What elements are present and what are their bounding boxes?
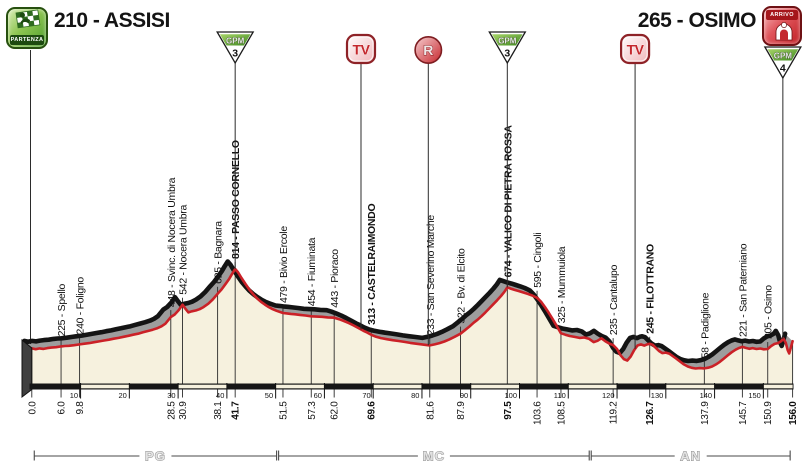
- gpm-label: GPM: [226, 36, 245, 46]
- km-ruler-tick-label: 150: [748, 391, 761, 400]
- waypoint-label: 814 - PASSO CORNELLO: [230, 140, 243, 259]
- region-label: AN: [680, 448, 702, 464]
- km-ruler-tick-label: 100: [504, 391, 517, 400]
- region-label: MC: [422, 448, 446, 464]
- finish-title: 265 - OSIMO: [637, 9, 756, 32]
- waypoint-label: 625 - Bagnara: [212, 221, 225, 284]
- km-ruler-tick-label: 60: [313, 391, 322, 400]
- gpm-label: GPM: [773, 51, 792, 61]
- waypoint-label: 225 - Spello: [56, 283, 69, 337]
- waypoint-label: 245 - FILOTTRANO: [644, 244, 657, 334]
- gpm-label: GPM: [498, 36, 517, 46]
- feed-label: R: [423, 42, 434, 58]
- km-ruler-tick-label: 80: [411, 391, 420, 400]
- km-ruler-white-segment: [763, 385, 792, 389]
- waypoint-km-label: 150.9: [763, 401, 775, 426]
- km-ruler-tick-label: 70: [362, 391, 371, 400]
- waypoint-km-label: 156.0: [788, 401, 800, 426]
- km-ruler-tick-label: 50: [264, 391, 274, 400]
- waypoint-km-label: 145.7: [737, 401, 749, 426]
- km-ruler-tick-label: 20: [118, 391, 127, 400]
- waypoint-label: 221 - San Paterniano: [737, 243, 750, 337]
- waypoint-label: 58 - Padiglione: [699, 292, 712, 359]
- km-ruler-white-segment: [81, 385, 130, 389]
- waypoint-km-label: 41.7: [230, 401, 242, 420]
- waypoint-km-label: 62.0: [329, 401, 341, 420]
- km-ruler-tick-label: 120: [602, 391, 615, 400]
- km-ruler-white-segment: [178, 385, 227, 389]
- waypoint-label: 454 - Fiuminata: [306, 237, 319, 307]
- waypoint-label: 325 - Mummuiola: [555, 246, 568, 324]
- waypoint-label: 542 - Nocera Umbra: [177, 204, 190, 295]
- waypoint-label: 313 - CASTELRAIMONDO: [366, 203, 379, 325]
- km-ruler-tick-label: 110: [553, 391, 566, 400]
- waypoint-km-label: 108.5: [556, 401, 568, 426]
- waypoint-km-label: 126.7: [645, 401, 657, 426]
- km-ruler-tick-label: 90: [459, 391, 469, 400]
- waypoint-km-label: 28.5: [166, 401, 178, 420]
- waypoint-label: 240 - Foligno: [74, 277, 87, 335]
- waypoint-label: 674 - VALICO DI PIETRA ROSSA: [502, 125, 515, 278]
- gpm-category: 3: [232, 47, 239, 60]
- waypoint-label: 205 - Osimo: [762, 285, 775, 340]
- waypoint-km-label: 103.6: [532, 401, 544, 426]
- km-ruler-white-segment: [373, 385, 422, 389]
- waypoint-km-label: 97.5: [502, 401, 514, 420]
- waypoint-km-label: 0.0: [27, 401, 39, 415]
- km-ruler-tick-label: 140: [699, 391, 713, 400]
- gpm-marker: [489, 32, 525, 287]
- waypoint-label: 448 - Svinc. di Nocera Umbra: [165, 177, 178, 308]
- tv-label: TV: [352, 41, 370, 58]
- waypoint-label: 233 - San Severino Marche: [424, 215, 437, 336]
- waypoint-label: 443 - Pioraco: [329, 249, 342, 308]
- waypoint-km-label: 119.2: [608, 401, 620, 425]
- waypoint-label: 322 - Bv. di Elcito: [455, 248, 468, 324]
- km-ruler-tick-label: 30: [167, 391, 176, 400]
- km-ruler-tick-label: 40: [216, 391, 225, 400]
- km-ruler-tick-label: 130: [650, 391, 664, 400]
- waypoint-km-label: 81.6: [425, 401, 437, 420]
- waypoint-km-label: 30.9: [177, 401, 189, 420]
- waypoint-km-label: 38.1: [213, 401, 225, 420]
- km-ruler-white-segment: [471, 385, 520, 389]
- gpm-category: 4: [779, 62, 786, 75]
- region-label: PG: [145, 448, 166, 464]
- region-bracket: [591, 449, 790, 464]
- waypoint-km-label: 6.0: [56, 401, 68, 415]
- region-bracket: [34, 449, 276, 464]
- feed-zone-marker: [415, 37, 441, 345]
- gpm-category: 3: [504, 47, 511, 60]
- km-ruler-tick-label: 10: [69, 391, 79, 400]
- partenza-label: PARTENZA: [10, 37, 44, 43]
- waypoint-label: 479 - Bivio Ercole: [277, 226, 290, 304]
- waypoint-km-label: 9.8: [75, 401, 87, 415]
- waypoint-km-label: 69.6: [366, 401, 378, 420]
- waypoint-km-label: 137.9: [699, 401, 711, 426]
- arrivo-label: ARRIVO: [766, 10, 798, 20]
- km-ruler-white-segment: [276, 385, 325, 389]
- tv-label: TV: [626, 41, 644, 58]
- waypoint-km-label: 57.3: [306, 401, 318, 420]
- waypoint-km-label: 51.5: [278, 401, 290, 420]
- waypoint-km-label: 87.9: [455, 401, 467, 420]
- waypoint-label: 235 - Cantalupo: [608, 264, 621, 336]
- region-bracket: [279, 449, 590, 464]
- waypoint-label: 595 - Cingoli: [532, 232, 545, 288]
- km-ruler-white-segment: [666, 385, 715, 389]
- start-title: 210 - ASSISI: [54, 9, 170, 32]
- km-ruler-white-segment: [568, 385, 617, 389]
